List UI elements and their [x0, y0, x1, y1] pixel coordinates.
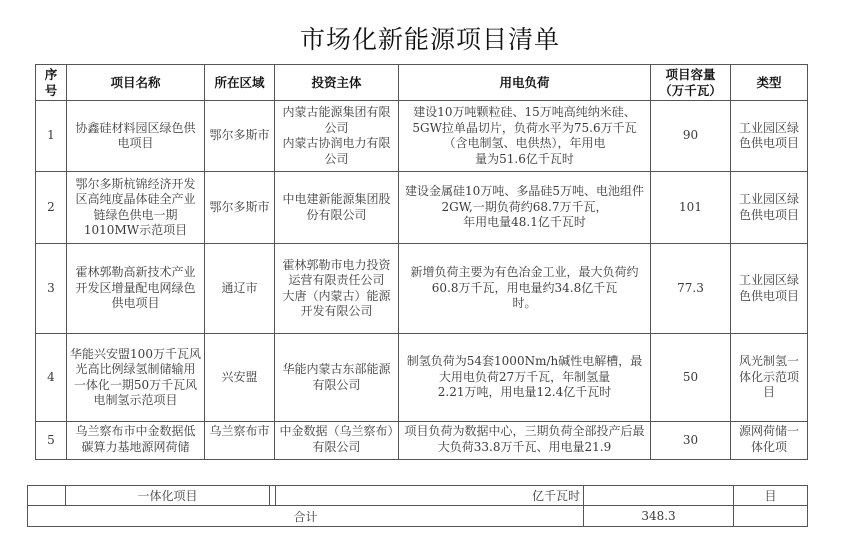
load-text: 制氢负荷为54套1000Nm/h碱性电解槽，最大用电负荷27万千瓦，年制氢量: [406, 354, 643, 384]
continuation-row: [28, 486, 808, 506]
row-name: 鄂尔多斯杭锦经济开发区高纯度晶体硅全产业链绿色供电一期1010MW示范项目: [67, 172, 205, 244]
row-load: [399, 334, 651, 422]
header-load: 用电负荷: [399, 65, 651, 101]
total-value: 348.3: [584, 506, 734, 527]
project-table: [35, 64, 808, 460]
investor-line: 中金数据（乌兰察布）有限公司: [279, 424, 394, 454]
table-row: [36, 101, 808, 172]
row-type: 风光制氢一体化示范项目: [731, 334, 808, 422]
row-name: 华能兴安盟100万千瓦风光高比例绿氢制储输用一体化一期50万千瓦风电制氢示范项目: [67, 334, 205, 422]
cont-load: 亿千瓦时: [276, 486, 584, 506]
row-name: 乌兰察布市中金数据低碳算力基地源网荷储: [67, 422, 205, 460]
cont-name: 一体化项目: [66, 486, 270, 506]
investor-line: 霍林郭勒市电力投资运营有限责任公司: [282, 257, 391, 287]
row-investor: [275, 334, 399, 422]
row-type: 工业园区绿色供电项目: [731, 172, 808, 244]
row-investor: [275, 422, 399, 460]
cont-type: 目: [734, 486, 808, 506]
row-region: 乌兰察布市: [205, 422, 275, 460]
total-type: [734, 506, 808, 527]
continuation-table: [27, 485, 808, 527]
row-load: [399, 101, 651, 172]
cont-no: [28, 486, 66, 506]
table-header-row: [36, 65, 808, 101]
row-no: 2: [36, 172, 67, 244]
header-investor: 投资主体: [275, 65, 399, 101]
row-capacity: 77.3: [651, 244, 731, 334]
table-row: [36, 334, 808, 422]
investor-line: 大唐（内蒙古）能源开发有限公司: [282, 288, 391, 318]
total-label: 合计: [28, 506, 584, 527]
load-text-last: 量为51.6亿千瓦时: [475, 151, 574, 166]
row-name: 协鑫硅材料园区绿色供电项目: [67, 101, 205, 172]
load-text: 建设金属硅10万吨、多晶硅5万吨、电池组件2GW,一期负荷约68.7万千瓦，: [405, 184, 644, 214]
table-row: [36, 172, 808, 244]
load-text-last: 年用电量48.1亿千瓦时: [463, 215, 586, 230]
page-title: 市场化新能源项目清单: [299, 25, 560, 54]
load-text: 建设10万吨颗粒硅、15万吨高纯纳米硅、5GW拉单晶切片，负荷水平为75.6万千瓦（含电制氢、电供热），年用电: [412, 105, 637, 150]
header-name: 项目名称: [67, 65, 205, 101]
row-region: 兴安盟: [205, 334, 275, 422]
row-investor: [275, 172, 399, 244]
row-load: [399, 244, 651, 334]
load-text: 新增负荷主要为有色冶金工业，最大负荷约60.8万千瓦，用电量约34.8亿千瓦: [410, 265, 639, 295]
header-no: 序号: [36, 65, 67, 101]
table-row: [36, 422, 808, 460]
investor-line: 华能内蒙古东部能源有限公司: [282, 362, 391, 392]
table-row: [36, 244, 808, 334]
header-region: 所在区域: [205, 65, 275, 101]
row-investor: [275, 244, 399, 334]
header-capacity: 项目容量（万千瓦）: [651, 65, 731, 101]
row-no: 1: [36, 101, 67, 172]
investor-line: 内蒙古能源集团有限公司: [282, 105, 391, 135]
row-investor: [275, 101, 399, 172]
header-type: 类型: [731, 65, 808, 101]
row-region: 鄂尔多斯市: [205, 101, 275, 172]
row-type: 源网荷储一体化项: [731, 422, 808, 460]
total-row: [28, 506, 808, 527]
row-capacity: 30: [651, 422, 731, 460]
load-text-last: 2.21万吨，用电量12.4亿千瓦时: [437, 385, 612, 400]
row-no: 3: [36, 244, 67, 334]
row-region: 通辽市: [205, 244, 275, 334]
row-capacity: 50: [651, 334, 731, 422]
row-region: 鄂尔多斯市: [205, 172, 275, 244]
investor-line: 内蒙古协润电力有限公司: [282, 136, 391, 166]
row-name: 霍林郭勒高新技术产业开发区增量配电网绿色供电项目: [67, 244, 205, 334]
cont-capacity: [584, 486, 734, 506]
row-load: [399, 422, 651, 460]
row-no: 4: [36, 334, 67, 422]
row-capacity: 90: [651, 101, 731, 172]
row-type: 工业园区绿色供电项目: [731, 101, 808, 172]
row-capacity: 101: [651, 172, 731, 244]
row-no: 5: [36, 422, 67, 460]
investor-line: 中电建新能源集团股份有限公司: [282, 192, 391, 222]
load-text: 项目负荷为数据中心，三期负荷全部投产后最大负荷33.8万千瓦、用电量21.9: [404, 424, 645, 454]
row-load: [399, 172, 651, 244]
load-text-last: 时。: [512, 296, 537, 311]
row-type: 工业园区绿色供电项目: [731, 244, 808, 334]
